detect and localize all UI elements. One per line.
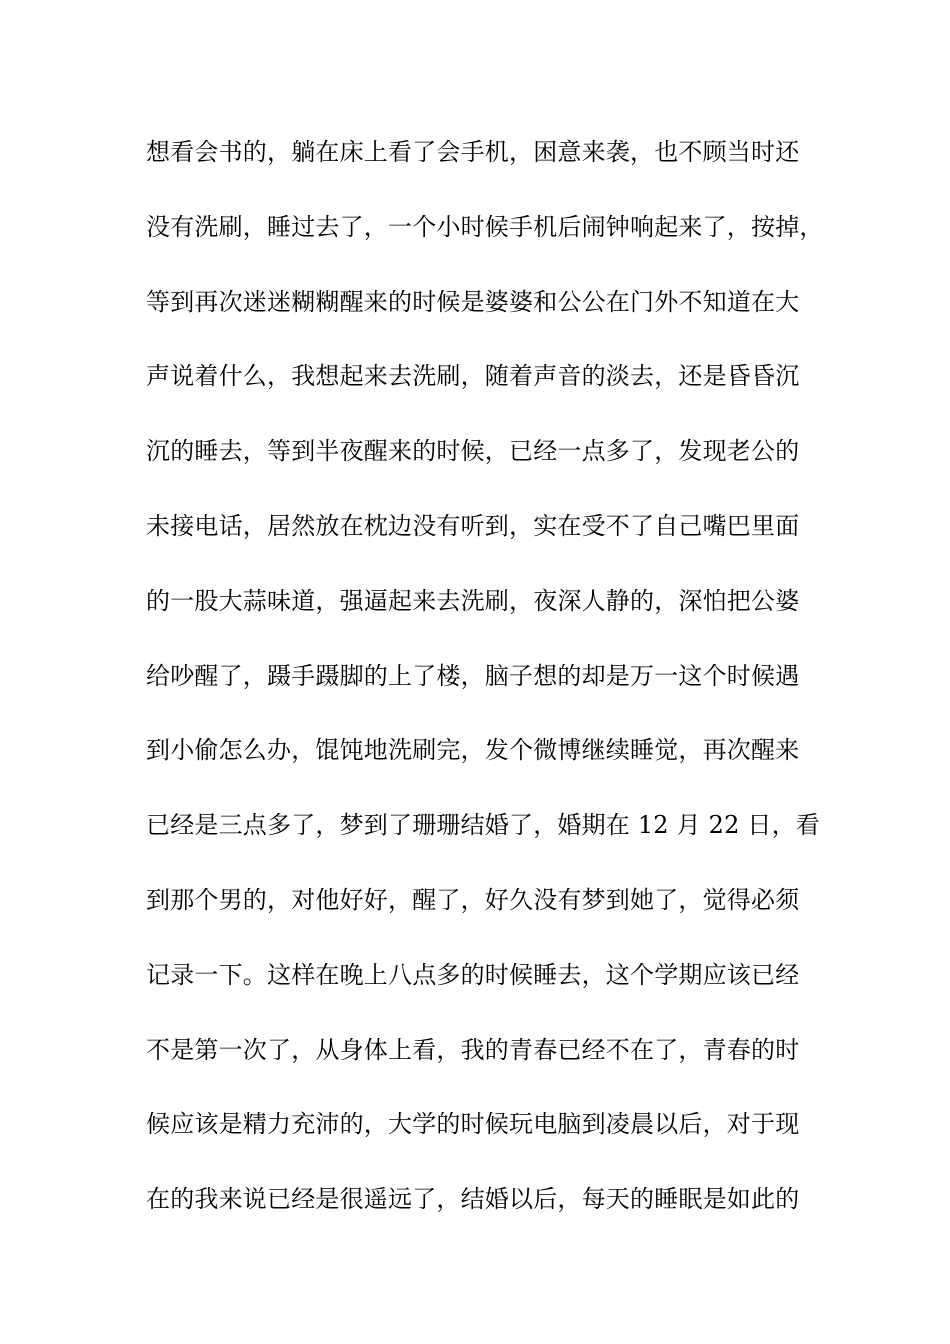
text-line: 未接电话，居然放在枕边没有听到，实在受不了自己嘴巴里面	[146, 511, 800, 540]
text-line: 到小偷怎么办，馄饨地洗刷完，发个微博继续睡觉，再次醒来	[146, 736, 800, 765]
body-text	[146, 132, 826, 1254]
text-line: 给吵醒了，蹑手蹑脚的上了楼，脑子想的却是万一这个时候遇	[146, 661, 800, 690]
text-line: 候应该是精力充沛的，大学的时候玩电脑到凌晨以后，对于现	[146, 1110, 800, 1139]
text-line: 到那个男的，对他好好，醒了，好久没有梦到她了，觉得必须	[146, 885, 800, 914]
text-line: 等到再次迷迷糊糊醒来的时候是婆婆和公公在门外不知道在大	[146, 287, 800, 316]
text-line: 的一股大蒜味道，强逼起来去洗刷，夜深人静的，深怕把公婆	[146, 586, 800, 615]
text-line: 想看会书的，躺在床上看了会手机，困意来袭，也不顾当时还	[146, 138, 800, 166]
text-line: 在的我来说已经是很遥远了，结婚以后，每天的睡眠是如此的	[146, 1185, 800, 1214]
text-line: 没有洗刷，睡过去了，一个小时候手机后闹钟响起来了，按掉，	[146, 212, 824, 241]
text-line: 已经是三点多了，梦到了珊珊结婚了，婚期在 12 月 22 日，看	[146, 811, 820, 840]
text-line: 沉的睡去，等到半夜醒来的时候，已经一点多了，发现老公的	[146, 437, 800, 466]
text-line: 记录一下。这样在晚上八点多的时候睡去，这个学期应该已经	[146, 960, 800, 989]
text-line: 不是第一次了，从身体上看，我的青春已经不在了，青春的时	[146, 1035, 800, 1064]
text-line: 声说着什么，我想起来去洗刷，随着声音的淡去，还是昏昏沉	[146, 362, 800, 391]
